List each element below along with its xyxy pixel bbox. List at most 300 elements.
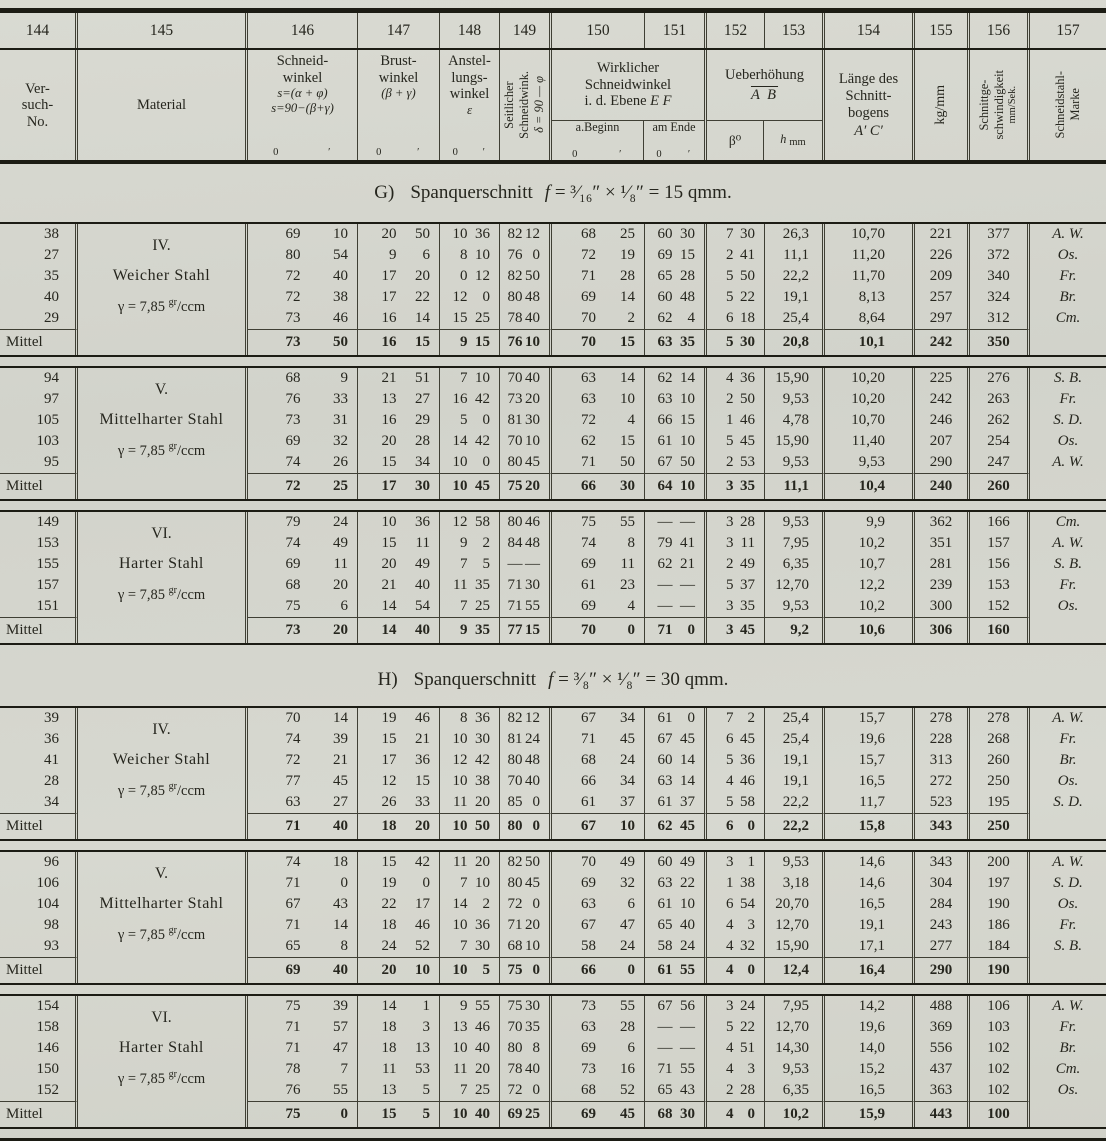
schneidstahl-marke-cell: Cm.: [1055, 310, 1081, 326]
anstellungswinkel-cell: 11 35: [440, 575, 500, 596]
schneidwinkel-cell: 67 43: [248, 894, 358, 915]
material-cell: [78, 996, 248, 1101]
schneidwinkel-cell: 74 18: [248, 852, 358, 873]
brustwinkel-cell: 11 53: [358, 1059, 440, 1080]
schnittgeschwindigkeit-cell: 102: [970, 1059, 1030, 1080]
wirklicher-beginn-cell: 63 6: [552, 894, 645, 915]
versuch-no-cell: 34: [0, 792, 78, 813]
schnittgeschwindigkeit-cell: 190: [970, 957, 1030, 983]
versuch-no-cell: 104: [0, 894, 78, 915]
header-am-ende: am Ende 0 ′: [644, 121, 704, 160]
ueberhoehung-h-cell: 19,1: [765, 287, 825, 308]
schnittgeschwindigkeit-cell: 377: [970, 224, 1030, 245]
wirklicher-beginn-cell: 70 0: [552, 617, 645, 643]
brustwinkel-cell: 15 11: [358, 533, 440, 554]
wirklicher-beginn-cell: 67 34: [552, 708, 645, 729]
schneidstahl-marke-cell: S. D.: [1053, 875, 1083, 891]
brustwinkel-cell: 17 36: [358, 750, 440, 771]
col-number-156: 156: [970, 13, 1030, 48]
material-class-number: V.: [154, 380, 169, 398]
seitlicher-schneidwinkel-cell: 75 0: [500, 957, 552, 983]
versuch-no-cell: 155: [0, 554, 78, 575]
brustwinkel-cell: 18 13: [358, 1038, 440, 1059]
table-body: [0, 164, 1106, 1129]
wirklicher-ende-cell: 60 48: [645, 287, 707, 308]
schneidstahl-marke-cell: A. W.: [1052, 454, 1084, 470]
schnittgeschwindigkeit-cell: 103: [970, 1017, 1030, 1038]
schnittgeschwindigkeit-cell: 186: [970, 915, 1030, 936]
versuch-no-cell: Mittel: [0, 1101, 78, 1127]
material-name: Mittelharter Stahl: [99, 894, 224, 912]
schneidstahl-marke-cell: S. B.: [1054, 370, 1082, 386]
kg-mm-cell: 228: [915, 729, 970, 750]
seitlicher-schneidwinkel-cell: 81 30: [500, 410, 552, 431]
versuch-no-cell: Mittel: [0, 617, 78, 643]
wirklicher-beginn-cell: 66 30: [552, 473, 645, 499]
ueberhoehung-h-cell: 9,53: [765, 1059, 825, 1080]
kg-mm-cell: 243: [915, 915, 970, 936]
anstellungswinkel-cell: 10 36: [440, 915, 500, 936]
seitlicher-schneidwinkel-cell: 82 50: [500, 852, 552, 873]
ueberhoehung-h-cell: 22,2: [765, 266, 825, 287]
ueberhoehung-h-cell: 22,2: [765, 813, 825, 839]
brustwinkel-cell: 15 21: [358, 729, 440, 750]
schneidstahl-marke-cell: A. W.: [1052, 710, 1084, 726]
kg-mm-cell: 221: [915, 224, 970, 245]
ueberhoehung-beta-cell: 5 50: [707, 266, 765, 287]
kg-mm-cell: 246: [915, 410, 970, 431]
seitlicher-schneidwinkel-cell: 71 20: [500, 915, 552, 936]
schnittbogen-laenge-cell: 16,5: [825, 771, 915, 792]
wirklicher-ende-cell: — —: [645, 596, 707, 617]
seitlicher-schneidwinkel-cell: 80 46: [500, 512, 552, 533]
rotated-header-text: kg/mm: [932, 85, 948, 125]
schneidwinkel-cell: 73 31: [248, 410, 358, 431]
versuch-no-cell: 149: [0, 512, 78, 533]
schneidstahl-marke-cell: A. W.: [1052, 998, 1084, 1014]
material-cell: [78, 224, 248, 329]
seitlicher-schneidwinkel-cell: 85 0: [500, 792, 552, 813]
anstellungswinkel-cell: 10 45: [440, 473, 500, 499]
brustwinkel-cell: 26 33: [358, 792, 440, 813]
kg-mm-cell: 523: [915, 792, 970, 813]
versuch-no-cell: 151: [0, 596, 78, 617]
schnittbogen-laenge-cell: 10,20: [825, 368, 915, 389]
header-am-beginn: a.Beginn 0 ′: [552, 121, 644, 160]
schneidwinkel-cell: 79 24: [248, 512, 358, 533]
schneidstahl-marke-cell: S. B.: [1054, 938, 1082, 954]
kg-mm-cell: 300: [915, 596, 970, 617]
wirklicher-beginn-cell: 63 28: [552, 1017, 645, 1038]
schneidstahl-marke-cell: S. D.: [1053, 412, 1083, 428]
ueberhoehung-beta-cell: 5 36: [707, 750, 765, 771]
header-ueberhoehung: Ueberhöhung A B β⁰ h mm: [707, 50, 825, 160]
anstellungswinkel-cell: 9 35: [440, 617, 500, 643]
group-block-vi: [0, 510, 1106, 645]
wirklicher-beginn-cell: 68 52: [552, 1080, 645, 1101]
ueberhoehung-beta-cell: 4 51: [707, 1038, 765, 1059]
kg-mm-cell: 257: [915, 287, 970, 308]
seitlicher-schneidwinkel-cell: 70 40: [500, 368, 552, 389]
versuch-no-cell: 95: [0, 452, 78, 473]
schneidwinkel-cell: 75 39: [248, 996, 358, 1017]
schnittbogen-laenge-cell: 19,6: [825, 1017, 915, 1038]
kg-mm-cell: 242: [915, 329, 970, 355]
material-cell-filler: [78, 813, 248, 839]
schneidwinkel-cell: 72 25: [248, 473, 358, 499]
wirklicher-beginn-cell: 62 15: [552, 431, 645, 452]
schneidwinkel-cell: 74 26: [248, 452, 358, 473]
schneidwinkel-cell: 71 40: [248, 813, 358, 839]
ueberhoehung-h-cell: 20,70: [765, 894, 825, 915]
schnittbogen-laenge-cell: 11,70: [825, 266, 915, 287]
wirklicher-ende-cell: 71 0: [645, 617, 707, 643]
ueberhoehung-h-cell: 12,70: [765, 1017, 825, 1038]
schnittgeschwindigkeit-cell: 260: [970, 473, 1030, 499]
col-number-148: 148: [440, 13, 500, 48]
header-kg-mm: [915, 50, 970, 160]
versuch-no-cell: 98: [0, 915, 78, 936]
ueberhoehung-beta-cell: 3 45: [707, 617, 765, 643]
brustwinkel-cell: 17 22: [358, 287, 440, 308]
kg-mm-cell: 225: [915, 368, 970, 389]
schneidstahl-marke-cell: Os.: [1057, 433, 1079, 449]
ueberhoehung-h-cell: 25,4: [765, 308, 825, 329]
schnittbogen-laenge-cell: 8,64: [825, 308, 915, 329]
ueberhoehung-beta-cell: 7 2: [707, 708, 765, 729]
kg-mm-cell: 343: [915, 813, 970, 839]
col-number-145: 145: [78, 13, 248, 48]
ueberhoehung-h-cell: 7,95: [765, 533, 825, 554]
wirklicher-ende-cell: 62 4: [645, 308, 707, 329]
schnittbogen-laenge-cell: 14,0: [825, 1038, 915, 1059]
anstellungswinkel-cell: 9 15: [440, 329, 500, 355]
material-name: Weicher Stahl: [112, 266, 211, 284]
ueberhoehung-beta-cell: 1 38: [707, 873, 765, 894]
ueberhoehung-beta-cell: 2 53: [707, 452, 765, 473]
ueberhoehung-beta-cell: 4 0: [707, 957, 765, 983]
ueberhoehung-h-cell: 9,53: [765, 389, 825, 410]
ueberhoehung-beta-cell: 5 22: [707, 287, 765, 308]
wirklicher-ende-cell: 61 0: [645, 708, 707, 729]
schnittgeschwindigkeit-cell: 197: [970, 873, 1030, 894]
schneidstahl-marke-cell: Br.: [1059, 1040, 1077, 1056]
seitlicher-schneidwinkel-cell: 78 40: [500, 308, 552, 329]
schnittbogen-laenge-cell: 19,1: [825, 915, 915, 936]
schnittgeschwindigkeit-cell: 166: [970, 512, 1030, 533]
material-name: Harter Stahl: [119, 1038, 204, 1056]
versuch-no-cell: 93: [0, 936, 78, 957]
group-block-v: [0, 850, 1106, 985]
schneidwinkel-cell: 78 7: [248, 1059, 358, 1080]
schnittbogen-laenge-cell: 9,9: [825, 512, 915, 533]
versuch-no-cell: Mittel: [0, 329, 78, 355]
ueberhoehung-beta-cell: 2 49: [707, 554, 765, 575]
col-number-154: 154: [825, 13, 915, 48]
ueberhoehung-h-cell: 3,18: [765, 873, 825, 894]
schnittgeschwindigkeit-cell: 153: [970, 575, 1030, 596]
schneidstahl-marke-cell: [1030, 1101, 1106, 1127]
schneidwinkel-cell: 75 6: [248, 596, 358, 617]
wirklicher-ende-cell: 63 14: [645, 771, 707, 792]
versuch-no-cell: Mittel: [0, 813, 78, 839]
ab-overline: A B: [750, 86, 779, 103]
ueberhoehung-beta-cell: 5 37: [707, 575, 765, 596]
degree-minute-marks: 0 ′: [572, 149, 622, 160]
schneidwinkel-cell: 75 0: [248, 1101, 358, 1127]
seitlicher-schneidwinkel-cell: 70 10: [500, 431, 552, 452]
versuch-no-cell: 154: [0, 996, 78, 1017]
schneidstahl-marke-cell: Fr.: [1059, 577, 1077, 593]
header-schneidwinkel: Schneid- winkel s=(α + φ) s=90−(β+γ) 0 ′: [248, 50, 358, 160]
schnittbogen-laenge-cell: 10,70: [825, 224, 915, 245]
material-cell-filler: [78, 1101, 248, 1127]
material-density: γ = 7,85 $^{gr}$/ccm: [117, 781, 206, 800]
anstellungswinkel-cell: 10 5: [440, 957, 500, 983]
rotated-header-text: Seitlicher Schneidwink. δ = 90 — φ: [502, 71, 546, 139]
anstellungswinkel-cell: 0 12: [440, 266, 500, 287]
brustwinkel-cell: 14 54: [358, 596, 440, 617]
wirklicher-ende-cell: 69 15: [645, 245, 707, 266]
kg-mm-cell: 313: [915, 750, 970, 771]
versuch-no-cell: 157: [0, 575, 78, 596]
ueberhoehung-beta-cell: 5 30: [707, 329, 765, 355]
seitlicher-schneidwinkel-cell: 80 48: [500, 750, 552, 771]
col-number-152: 152: [707, 13, 765, 48]
section-title-h: H) Spanquerschnitt f = ³⁄₈″ × ¹⁄₈″ = 30 qmm.: [377, 669, 729, 690]
schneidwinkel-cell: 72 38: [248, 287, 358, 308]
rotated-header-text: Schnittge- schwindigkeit mm/Sek.: [977, 70, 1019, 140]
schnittgeschwindigkeit-cell: 268: [970, 729, 1030, 750]
anstellungswinkel-cell: 11 20: [440, 852, 500, 873]
wirklicher-beginn-cell: 75 55: [552, 512, 645, 533]
col-number-150: 150: [552, 13, 645, 48]
versuch-no-cell: 94: [0, 368, 78, 389]
schnittgeschwindigkeit-cell: 100: [970, 1101, 1030, 1127]
ueberhoehung-beta-cell: 6 45: [707, 729, 765, 750]
schnittbogen-laenge-cell: 10,2: [825, 533, 915, 554]
schneidwinkel-cell: 80 54: [248, 245, 358, 266]
schneidstahl-marke-cell: A. W.: [1052, 226, 1084, 242]
col-number-153: 153: [765, 13, 825, 48]
wirklicher-beginn-cell: 58 24: [552, 936, 645, 957]
wirklicher-ende-cell: 65 43: [645, 1080, 707, 1101]
wirklicher-ende-cell: 68 30: [645, 1101, 707, 1127]
versuch-no-cell: 153: [0, 533, 78, 554]
seitlicher-schneidwinkel-cell: 76 10: [500, 329, 552, 355]
kg-mm-cell: 304: [915, 873, 970, 894]
schnittgeschwindigkeit-cell: 102: [970, 1038, 1030, 1059]
ueberhoehung-h-cell: 15,90: [765, 431, 825, 452]
schneidwinkel-cell: 73 46: [248, 308, 358, 329]
ueberhoehung-h-cell: 15,90: [765, 936, 825, 957]
kg-mm-cell: 281: [915, 554, 970, 575]
wirklicher-beginn-cell: 74 8: [552, 533, 645, 554]
versuch-no-cell: 39: [0, 708, 78, 729]
ueberhoehung-beta-cell: 3 28: [707, 512, 765, 533]
versuch-no-cell: 146: [0, 1038, 78, 1059]
ueberhoehung-h-cell: 9,53: [765, 452, 825, 473]
seitlicher-schneidwinkel-cell: 82 12: [500, 708, 552, 729]
ueberhoehung-h-cell: 20,8: [765, 329, 825, 355]
schneidstahl-marke-cell: A. W.: [1052, 854, 1084, 870]
seitlicher-schneidwinkel-cell: 68 10: [500, 936, 552, 957]
brustwinkel-cell: 16 29: [358, 410, 440, 431]
wirklicher-beginn-cell: 67 47: [552, 915, 645, 936]
material-cell-filler: [78, 329, 248, 355]
versuch-no-cell: 40: [0, 287, 78, 308]
header-wirklicher-schneidwinkel: Wirklicher Schneidwinkel i. d. Ebene E F a.Beginn 0 ′ am Ende 0 ′: [552, 50, 707, 160]
wirklicher-ende-cell: 67 56: [645, 996, 707, 1017]
schnittgeschwindigkeit-cell: 157: [970, 533, 1030, 554]
schneidstahl-marke-cell: Fr.: [1059, 268, 1077, 284]
ueberhoehung-beta-cell: 2 28: [707, 1080, 765, 1101]
schneidstahl-marke-cell: [1030, 473, 1106, 499]
kg-mm-cell: 272: [915, 771, 970, 792]
wirklicher-ende-cell: 79 41: [645, 533, 707, 554]
ueberhoehung-beta-cell: 5 58: [707, 792, 765, 813]
wirklicher-beginn-cell: 61 37: [552, 792, 645, 813]
schneidstahl-marke-cell: Fr.: [1059, 1019, 1077, 1035]
material-density: γ = 7,85 $^{gr}$/ccm: [117, 585, 206, 604]
ueberhoehung-h-cell: 25,4: [765, 729, 825, 750]
schneidstahl-marke-cell: [1030, 813, 1106, 839]
schnittgeschwindigkeit-cell: 263: [970, 389, 1030, 410]
ueberhoehung-h-cell: 6,35: [765, 1080, 825, 1101]
header-seitlicher-schneidwinkel: [500, 50, 552, 160]
schnittbogen-laenge-cell: 10,4: [825, 473, 915, 499]
schneidwinkel-cell: 72 40: [248, 266, 358, 287]
seitlicher-schneidwinkel-cell: 70 40: [500, 771, 552, 792]
anstellungswinkel-cell: 12 58: [440, 512, 500, 533]
ueberhoehung-h-cell: 9,53: [765, 512, 825, 533]
anstellungswinkel-cell: 10 0: [440, 452, 500, 473]
material-cell: [78, 512, 248, 617]
brustwinkel-cell: 10 36: [358, 512, 440, 533]
anstellungswinkel-cell: 14 2: [440, 894, 500, 915]
schneidwinkel-cell: 65 8: [248, 936, 358, 957]
ueberhoehung-h-cell: 11,1: [765, 473, 825, 499]
ueberhoehung-beta-cell: 4 36: [707, 368, 765, 389]
material-density: γ = 7,85 $^{gr}$/ccm: [117, 441, 206, 460]
brustwinkel-cell: 14 40: [358, 617, 440, 643]
schneidstahl-marke-cell: [1030, 617, 1106, 643]
schnittgeschwindigkeit-cell: 247: [970, 452, 1030, 473]
anstellungswinkel-cell: 7 10: [440, 368, 500, 389]
ueberhoehung-beta-cell: 2 41: [707, 245, 765, 266]
wirklicher-ende-cell: 62 21: [645, 554, 707, 575]
anstellungswinkel-cell: 11 20: [440, 792, 500, 813]
schnittgeschwindigkeit-cell: 184: [970, 936, 1030, 957]
ueberhoehung-h-cell: 26,3: [765, 224, 825, 245]
schnittbogen-laenge-cell: 11,40: [825, 431, 915, 452]
schnittbogen-laenge-cell: 15,7: [825, 708, 915, 729]
schnittgeschwindigkeit-cell: 250: [970, 771, 1030, 792]
brustwinkel-cell: 19 46: [358, 708, 440, 729]
kg-mm-cell: 556: [915, 1038, 970, 1059]
versuch-no-cell: 29: [0, 308, 78, 329]
wirklicher-ende-cell: 65 40: [645, 915, 707, 936]
ueberhoehung-beta-cell: 4 46: [707, 771, 765, 792]
anstellungswinkel-cell: 11 20: [440, 1059, 500, 1080]
schneidwinkel-cell: 69 40: [248, 957, 358, 983]
versuch-no-cell: Mittel: [0, 473, 78, 499]
brustwinkel-cell: 15 34: [358, 452, 440, 473]
wirklicher-ende-cell: — —: [645, 1017, 707, 1038]
schneidwinkel-cell: 71 0: [248, 873, 358, 894]
wirklicher-ende-cell: 62 45: [645, 813, 707, 839]
schnittbogen-laenge-cell: 10,2: [825, 596, 915, 617]
wirklicher-ende-cell: 67 45: [645, 729, 707, 750]
brustwinkel-cell: 12 15: [358, 771, 440, 792]
kg-mm-cell: 277: [915, 936, 970, 957]
schneidstahl-marke-cell: Cm.: [1055, 1061, 1081, 1077]
schnittbogen-laenge-cell: 12,2: [825, 575, 915, 596]
col-number-157: 157: [1056, 21, 1080, 39]
schneidstahl-marke-cell: Br.: [1059, 289, 1077, 305]
material-class-number: V.: [154, 864, 169, 882]
col-number-147: 147: [358, 13, 440, 48]
material-density: γ = 7,85 $^{gr}$/ccm: [117, 297, 206, 316]
kg-mm-cell: 488: [915, 996, 970, 1017]
wirklicher-ende-cell: 66 15: [645, 410, 707, 431]
seitlicher-schneidwinkel-cell: 71 30: [500, 575, 552, 596]
schnittgeschwindigkeit-cell: 278: [970, 708, 1030, 729]
wirklicher-ende-cell: 60 14: [645, 750, 707, 771]
anstellungswinkel-cell: 12 42: [440, 750, 500, 771]
schnittbogen-laenge-cell: 14,6: [825, 852, 915, 873]
versuch-no-cell: 28: [0, 771, 78, 792]
ueberhoehung-beta-cell: 6 54: [707, 894, 765, 915]
degree-minute-marks: 0 ′: [656, 149, 691, 160]
schneidwinkel-cell: 71 57: [248, 1017, 358, 1038]
header-material: Material: [78, 50, 248, 160]
kg-mm-cell: 242: [915, 389, 970, 410]
brustwinkel-cell: 21 51: [358, 368, 440, 389]
ueberhoehung-h-cell: 19,1: [765, 771, 825, 792]
schneidwinkel-cell: 76 55: [248, 1080, 358, 1101]
ueberhoehung-beta-cell: 4 3: [707, 1059, 765, 1080]
kg-mm-cell: 239: [915, 575, 970, 596]
seitlicher-schneidwinkel-cell: 72 0: [500, 1080, 552, 1101]
wirklicher-ende-cell: 60 49: [645, 852, 707, 873]
seitlicher-schneidwinkel-cell: 75 30: [500, 996, 552, 1017]
seitlicher-schneidwinkel-cell: 76 0: [500, 245, 552, 266]
anstellungswinkel-cell: 8 36: [440, 708, 500, 729]
anstellungswinkel-cell: 15 25: [440, 308, 500, 329]
schnittbogen-laenge-cell: 10,7: [825, 554, 915, 575]
wirklicher-ende-cell: 63 35: [645, 329, 707, 355]
anstellungswinkel-cell: 14 42: [440, 431, 500, 452]
material-name: Harter Stahl: [119, 554, 204, 572]
wirklicher-beginn-cell: 70 15: [552, 329, 645, 355]
seitlicher-schneidwinkel-cell: 84 48: [500, 533, 552, 554]
wirklicher-ende-cell: 63 22: [645, 873, 707, 894]
anstellungswinkel-cell: 10 50: [440, 813, 500, 839]
ueberhoehung-h-cell: 12,4: [765, 957, 825, 983]
seitlicher-schneidwinkel-cell: — —: [500, 554, 552, 575]
seitlicher-schneidwinkel-cell: 70 35: [500, 1017, 552, 1038]
schnittgeschwindigkeit-cell: 102: [970, 1080, 1030, 1101]
kg-mm-cell: 209: [915, 266, 970, 287]
wirklicher-beginn-cell: 71 45: [552, 729, 645, 750]
brustwinkel-cell: 19 0: [358, 873, 440, 894]
wirklicher-ende-cell: 61 37: [645, 792, 707, 813]
anstellungswinkel-cell: 10 38: [440, 771, 500, 792]
wirklicher-ende-cell: 58 24: [645, 936, 707, 957]
versuch-no-cell: 35: [0, 266, 78, 287]
wirklicher-beginn-cell: 69 32: [552, 873, 645, 894]
